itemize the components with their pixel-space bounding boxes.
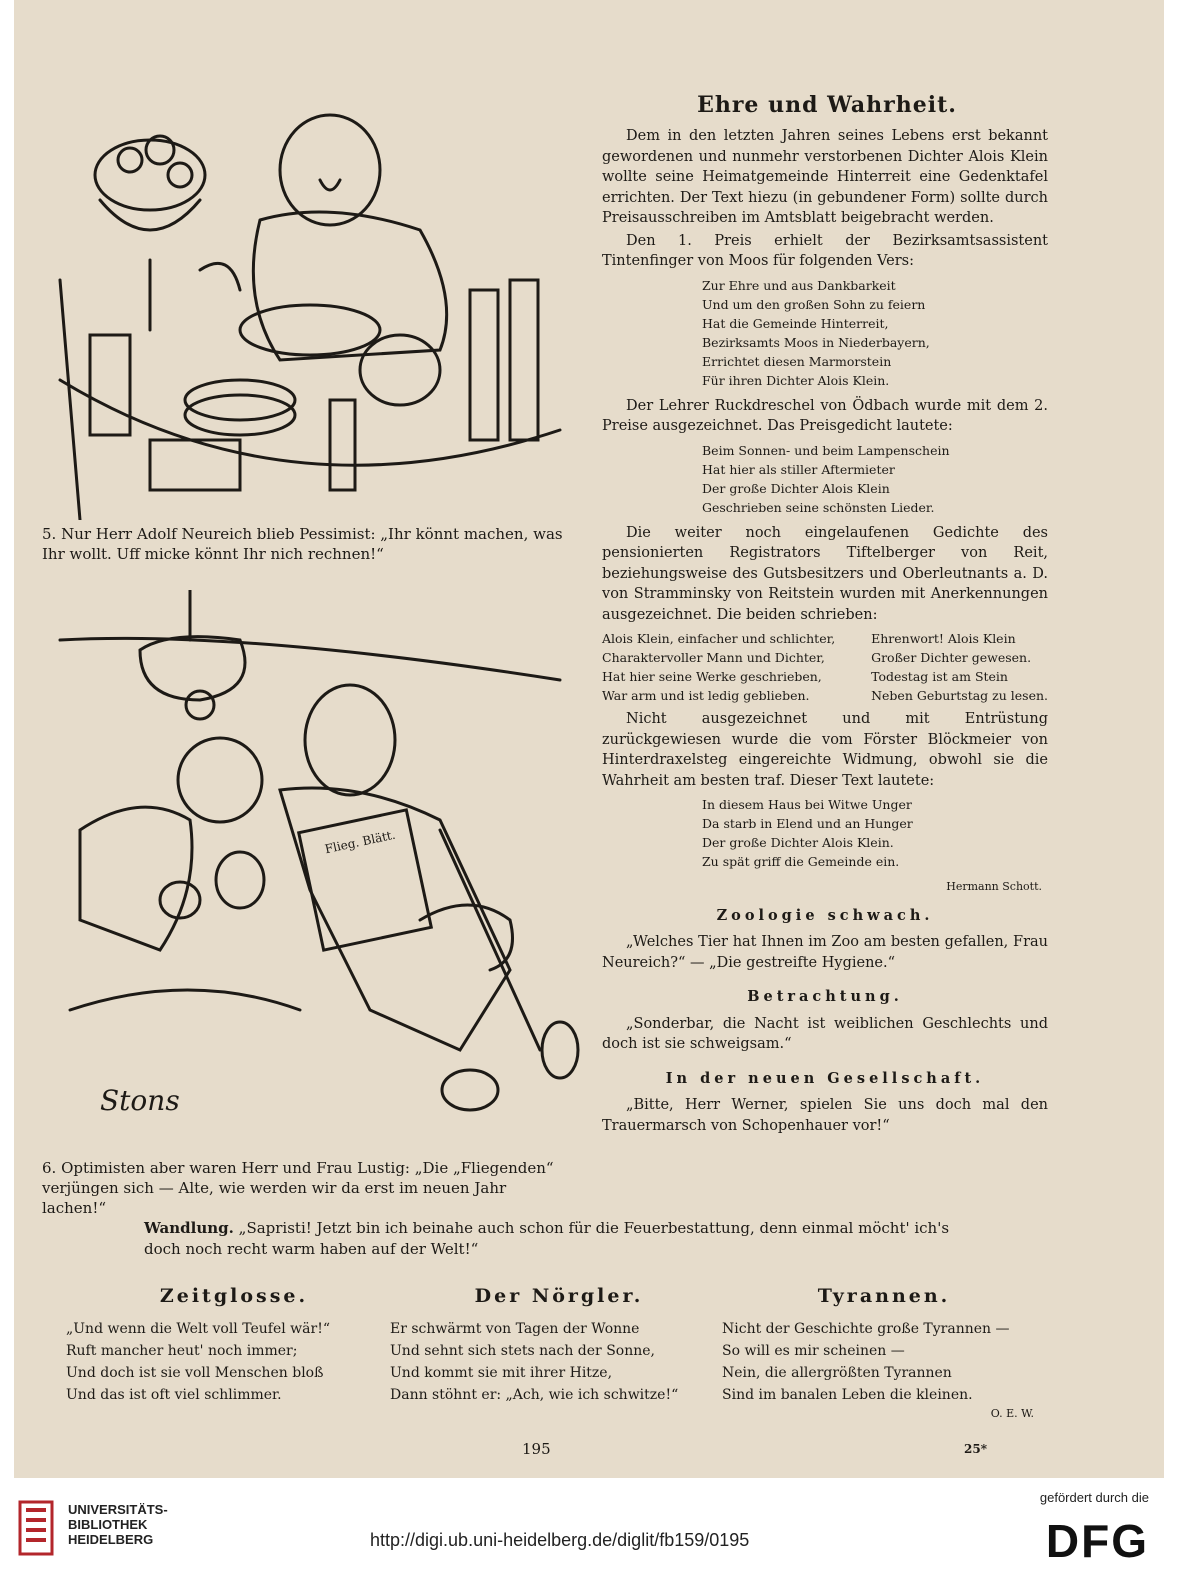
poem-1	[702, 276, 1048, 390]
institution-line: UNIVERSITÄTS-	[68, 1502, 168, 1517]
tyrannen-signature: O. E. W.	[990, 1407, 1034, 1420]
betrachtung-text: „Sonderbar, die Nacht ist weiblichen Geschlechts und doch ist sie schweigsam.“	[602, 1015, 1048, 1052]
poem-line: Dann stöhnt er: „Ach, wie ich schwitze!“	[390, 1387, 679, 1403]
poem-line: Zur Ehre und aus Dankbarkeit	[702, 277, 896, 293]
zoologie-title: Zoologie schwach.	[716, 906, 934, 924]
poem-3-two-columns	[602, 629, 1048, 705]
tyrannen-title: Tyrannen.	[817, 1285, 951, 1307]
zeitglosse-title: Zeitglosse.	[159, 1285, 309, 1307]
poem-line: Hat die Gemeinde Hinterreit,	[702, 315, 889, 331]
betrachtung-title: Betrachtung.	[747, 988, 903, 1005]
funded-by-label: gefördert durch die	[1039, 1490, 1149, 1505]
poem-line: In diesem Haus bei Witwe Unger	[702, 797, 912, 812]
institution-line: HEIDELBERG	[68, 1532, 154, 1547]
footer-bar	[0, 1478, 1177, 1588]
poem-3-left	[602, 629, 835, 705]
poem-line: Todestag ist am Stein	[871, 669, 1008, 684]
article-title: Ehre und Wahrheit.	[697, 92, 957, 118]
article-paragraph-1: Dem in den letzten Jahren seines Lebens erst bekannt gewordenen und nunmehr verstorbenen Dichter Alois Klein wollte seine Heimatgemeinde Hinterreit eine Gedenktafel errichten. Der Text hiezu (in gebundener Form) sollte durch Preisausschreiben im Amtsblatt beigebracht werden.	[602, 128, 1048, 226]
poem-line: Großer Dichter gewesen.	[871, 650, 1032, 665]
source-url-link[interactable]: http://digi.ub.uni-heidelberg.de/diglit/fb159/0195	[370, 1530, 750, 1550]
poem-line: Hat hier seine Werke geschrieben,	[602, 669, 822, 684]
poem-line: Ruft mancher heut' noch immer;	[66, 1343, 298, 1359]
poem-line: Errichtet diesen Marmorstein	[702, 353, 892, 369]
right-column	[602, 126, 1048, 1138]
article-signature: Hermann Schott.	[946, 880, 1042, 893]
gesellschaft-title: In der neuen Gesellschaft.	[665, 1069, 985, 1087]
poem-line: Geschrieben seine schönsten Lieder.	[702, 499, 935, 515]
magazine-label: Flieg. Blätt.	[323, 827, 397, 857]
poem-line: Der große Dichter Alois Klein.	[702, 835, 894, 850]
poem-line: Er schwärmt von Tagen der Wonne	[390, 1321, 640, 1337]
poem-line: Zu spät griff die Gemeinde ein.	[702, 854, 900, 869]
poem-line: Und das ist oft viel schlimmer.	[66, 1387, 282, 1403]
article-paragraph-3: Der Lehrer Ruckdreschel von Ödbach wurde mit dem 2. Preise ausgezeichnet. Das Preisgedicht lautete:	[602, 397, 1048, 434]
poem-line: Und kommt sie mit ihrer Hitze,	[390, 1365, 613, 1381]
university-logo-icon	[16, 1498, 56, 1558]
article-paragraph-5: Nicht ausgezeichnet und mit Entrüstung zurückgewiesen wurde die vom Förster Blöckmeier von Hinterdraxelsteg eingereichte Widmung, obwohl sie die Wahrheit am besten traf. Dieser Text lautete:	[602, 711, 1048, 789]
article-paragraph-2: Den 1. Preis erhielt der Bezirksamtsassistent Tintenfinger von Moos für folgenden Vers:	[602, 232, 1048, 269]
poem-line: Und doch ist sie voll Menschen bloß	[66, 1365, 324, 1381]
poem-line: Charaktervoller Mann und Dichter,	[602, 650, 825, 665]
poem-4	[702, 795, 1048, 871]
caption-6: 6. Optimisten aber waren Herr und Frau Lustig: „Die „Fliegenden“ verjüngen sich — Alte, wie werden wir da erst im neuen Jahr lachen!“	[42, 1159, 554, 1217]
page-reference: 25*	[964, 1442, 987, 1456]
poem-line: Sind im banalen Leben die kleinen.	[722, 1387, 973, 1403]
poem-2	[702, 441, 1048, 517]
tyrannen-poem	[722, 1318, 1010, 1406]
poem-line: Beim Sonnen- und beim Lampenschein	[702, 442, 950, 458]
poem-3-right	[871, 629, 1048, 705]
zoologie-text: „Welches Tier hat Ihnen im Zoo am besten gefallen, Frau Neureich?“ — „Die gestreifte Hygiene.“	[602, 934, 1048, 971]
article-paragraph-4: Die weiter noch eingelaufenen Gedichte des pensionierten Registrators Tiftelberger von Reit, beziehungsweise des Gutsbesitzers und Oberleutnants a. D. von Stramminsky von Reitstein wurden mit Anerkennungen ausgezeichnet. Die beiden schrieben:	[602, 524, 1048, 623]
poem-line: Der große Dichter Alois Klein	[702, 480, 890, 496]
institution-name	[68, 1502, 168, 1547]
poem-line: Hat hier als stiller Aftermieter	[702, 461, 895, 477]
poem-line: Bezirksamts Moos in Niederbayern,	[702, 334, 930, 350]
poem-line: So will es mir scheinen —	[722, 1343, 905, 1359]
poem-line: War arm und ist ledig geblieben.	[602, 688, 810, 703]
wandlung-text: „Sapristi! Jetzt bin ich beinahe auch schon für die Feuerbestattung, denn einmal möcht' ich's doch noch recht warm haben auf der Welt!“	[144, 1219, 950, 1258]
poem-line: Alois Klein, einfacher und schlichter,	[602, 631, 836, 646]
scanned-page	[14, 0, 1164, 1478]
illustration-feast	[40, 100, 570, 520]
wandlung-block	[144, 1218, 974, 1260]
caption-5: 5. Nur Herr Adolf Neureich blieb Pessimist: „Ihr könnt machen, was Ihr wollt. Uff micke könnt Ihr nich rechnen!“	[42, 525, 563, 563]
page-number: 195	[522, 1440, 551, 1458]
poem-line: Ehrenwort! Alois Klein	[871, 631, 1016, 646]
zeitglosse-poem	[66, 1318, 330, 1406]
poem-line: Für ihren Dichter Alois Klein.	[702, 372, 890, 388]
wandlung-label: Wandlung.	[144, 1219, 234, 1237]
poem-line: Nicht der Geschichte große Tyrannen —	[722, 1321, 1010, 1337]
illustration-couple	[40, 590, 580, 1140]
poem-line: „Und wenn die Welt voll Teufel wär!“	[66, 1321, 330, 1337]
poem-line: Nein, die allergrößten Tyrannen	[722, 1365, 952, 1381]
poem-line: Neben Geburtstag zu lesen.	[871, 688, 1048, 703]
gesellschaft-text: „Bitte, Herr Werner, spielen Sie uns doch mal den Trauermarsch von Schopenhauer vor!“	[602, 1097, 1048, 1134]
noergler-poem	[390, 1318, 678, 1406]
dfg-logo: DFG	[1045, 1515, 1149, 1567]
institution-line: BIBLIOTHEK	[68, 1517, 148, 1532]
noergler-title: Der Nörgler.	[474, 1285, 644, 1307]
poem-line: Und sehnt sich stets nach der Sonne,	[390, 1343, 655, 1359]
svg-text:Stons: Stons	[100, 1084, 180, 1117]
poem-line: Da starb in Elend und an Hunger	[702, 816, 913, 831]
poem-line: Und um den großen Sohn zu feiern	[702, 296, 926, 312]
